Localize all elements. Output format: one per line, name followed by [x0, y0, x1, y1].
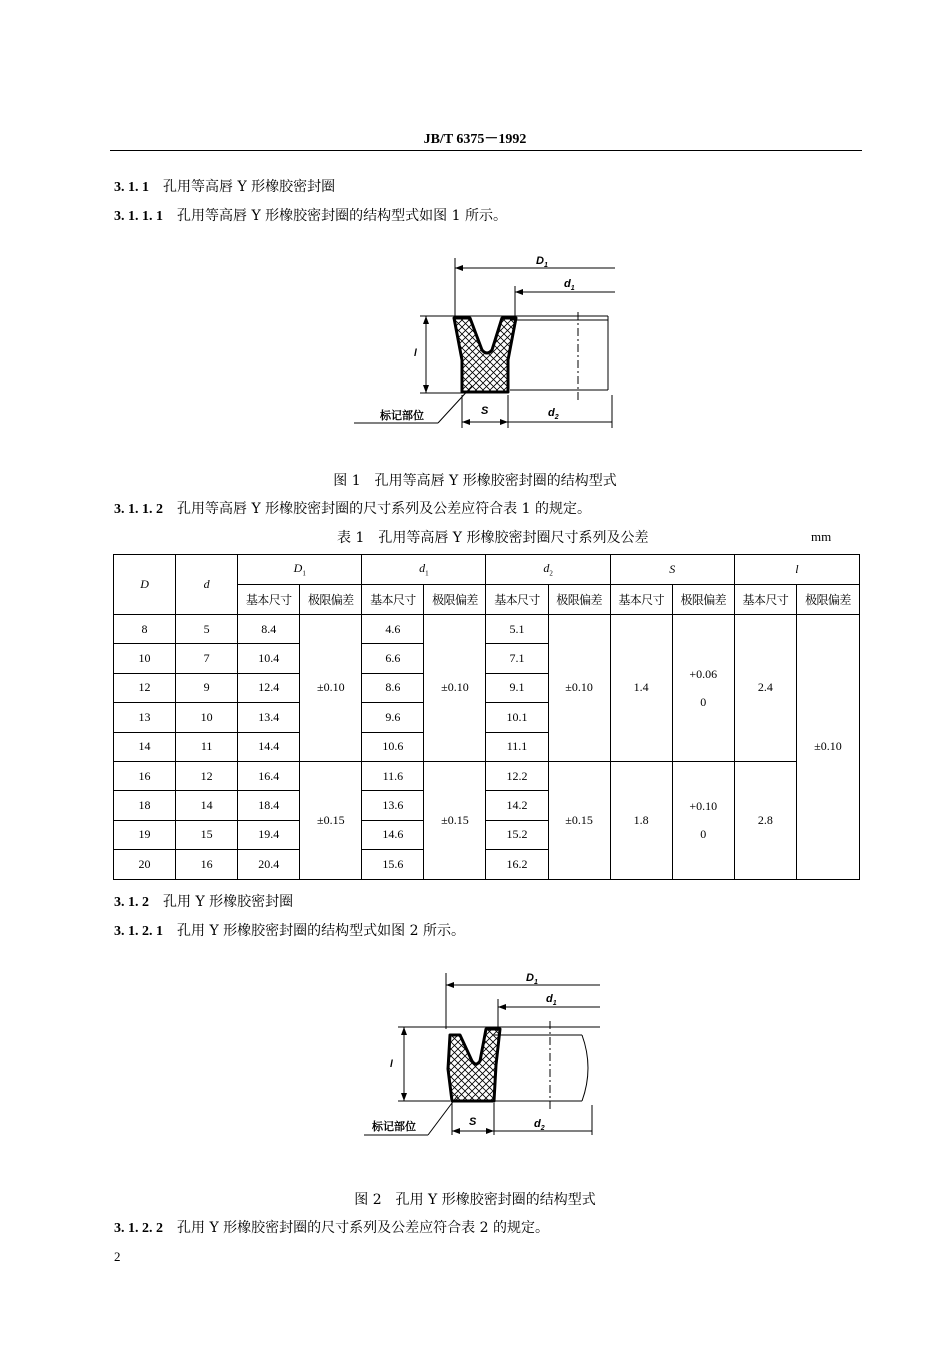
cell-d2: 11.1 — [486, 732, 548, 761]
svg-text:d2 — [534, 1118, 545, 1132]
cell-d: 5 — [176, 615, 238, 644]
header-rule — [110, 150, 862, 151]
subheader-basic: 基本尺寸 — [238, 585, 300, 615]
header-S: S — [610, 555, 734, 585]
cell-D1: 20.4 — [238, 850, 300, 879]
cell-l: 2.8 — [734, 761, 796, 879]
label-d1-sub: 1 — [552, 1000, 557, 1007]
cell-d2: 10.1 — [486, 703, 548, 732]
section-3-1-1-2 — [114, 498, 591, 518]
cell-d2: 15.2 — [486, 820, 548, 849]
figure-1-caption: 图 1 孔用等高唇 Y 形橡胶密封圈的结构型式 — [333, 473, 617, 489]
cell-d: 10 — [176, 703, 238, 732]
cell-d2: 5.1 — [486, 615, 548, 644]
section-number: 3. 1. 2 — [114, 895, 149, 910]
cell-D: 13 — [114, 703, 176, 732]
section-text: 孔用等高唇 Y 形橡胶密封圈的结构型式如图 1 所示。 — [177, 208, 507, 224]
cell-d2-tol: ±0.10 — [548, 615, 610, 762]
cell-d1: 11.6 — [362, 761, 424, 790]
label-d1: d — [564, 278, 571, 290]
cell-D1-tol: ±0.10 — [300, 615, 362, 762]
cell-D1: 19.4 — [238, 820, 300, 849]
section-number: 3. 1. 2. 2 — [114, 1221, 163, 1236]
cell-D1: 13.4 — [238, 703, 300, 732]
label-d1: d — [546, 993, 553, 1005]
cell-d1: 13.6 — [362, 791, 424, 820]
figure-2-drawing — [360, 965, 610, 1140]
subheader-tol: 极限偏差 — [300, 585, 362, 615]
cell-d2: 14.2 — [486, 791, 548, 820]
section-number: 3. 1. 1. 2 — [114, 502, 163, 517]
svg-text:d1 — [546, 993, 557, 1007]
page-number: 2 — [114, 1249, 121, 1264]
cell-d1: 10.6 — [362, 732, 424, 761]
label-d2-sub: 2 — [554, 414, 559, 421]
label-S: S — [469, 1116, 477, 1128]
label-d2-sub: 2 — [540, 1125, 545, 1132]
cell-d2: 16.2 — [486, 850, 548, 879]
label-mark: 标记部位 — [380, 410, 424, 422]
subheader-tol: 极限偏差 — [672, 585, 734, 615]
cell-D: 16 — [114, 761, 176, 790]
label-d1-sub: 1 — [570, 285, 575, 292]
subheader-tol: 极限偏差 — [548, 585, 610, 615]
cell-d: 7 — [176, 644, 238, 673]
cell-D: 12 — [114, 673, 176, 702]
section-3-1-1-1 — [114, 205, 507, 225]
table-row — [114, 761, 860, 790]
section-number: 3. 1. 1. 1 — [114, 209, 163, 224]
subheader-tol: 极限偏差 — [424, 585, 486, 615]
cell-d2: 12.2 — [486, 761, 548, 790]
header-l: l — [734, 555, 859, 585]
subheader-basic: 基本尺寸 — [486, 585, 548, 615]
section-3-1-2-2 — [114, 1217, 549, 1237]
cell-D1: 14.4 — [238, 732, 300, 761]
cell-d1: 15.6 — [362, 850, 424, 879]
svg-text:d1 — [564, 278, 575, 292]
section-number: 3. 1. 2. 1 — [114, 924, 163, 939]
section-3-1-2-1 — [114, 920, 465, 940]
subheader-basic: 基本尺寸 — [362, 585, 424, 615]
cell-D: 14 — [114, 732, 176, 761]
label-d2: d — [548, 407, 555, 419]
table-1 — [113, 554, 860, 880]
cell-d1: 14.6 — [362, 820, 424, 849]
cell-d2-tol: ±0.15 — [548, 761, 610, 879]
cell-D: 8 — [114, 615, 176, 644]
label-S: S — [481, 405, 489, 417]
label-mark: 标记部位 — [372, 1121, 416, 1133]
header-D: D — [114, 555, 176, 615]
label-D1: D — [536, 255, 544, 267]
cell-S: 1.4 — [610, 615, 672, 762]
header-D1: $D_1$ — [238, 555, 362, 585]
header-d2: $d_2$ — [486, 555, 610, 585]
cell-d: 12 — [176, 761, 238, 790]
cell-S-tol: +0.10 0 — [672, 761, 734, 879]
subheader-basic: 基本尺寸 — [734, 585, 796, 615]
cell-D1: 16.4 — [238, 761, 300, 790]
cell-d: 9 — [176, 673, 238, 702]
cell-D: 10 — [114, 644, 176, 673]
section-3-1-2 — [114, 891, 293, 911]
cell-d1-tol: ±0.15 — [424, 761, 486, 879]
cell-d: 15 — [176, 820, 238, 849]
cell-d1: 8.6 — [362, 673, 424, 702]
cell-S: 1.8 — [610, 761, 672, 879]
header-d: d — [176, 555, 238, 615]
figure-2-caption: 图 2 孔用 Y 形橡胶密封圈的结构型式 — [354, 1192, 596, 1208]
svg-text:D1 — [526, 972, 538, 986]
cell-D1: 10.4 — [238, 644, 300, 673]
cell-D1: 18.4 — [238, 791, 300, 820]
cell-d: 16 — [176, 850, 238, 879]
header-d1: $d_1$ — [362, 555, 486, 585]
cell-d1-tol: ±0.10 — [424, 615, 486, 762]
section-text: 孔用 Y 形橡胶密封圈的结构型式如图 2 所示。 — [177, 923, 465, 939]
table-1-caption: 表 1 孔用等高唇 Y 形橡胶密封圈尺寸系列及公差 — [337, 530, 649, 546]
cell-D1: 8.4 — [238, 615, 300, 644]
cell-D1: 12.4 — [238, 673, 300, 702]
cell-D: 20 — [114, 850, 176, 879]
table-header-row — [114, 555, 860, 585]
cell-d1: 9.6 — [362, 703, 424, 732]
cell-d1: 6.6 — [362, 644, 424, 673]
section-number: 3. 1. 1 — [114, 180, 149, 195]
cell-d2: 7.1 — [486, 644, 548, 673]
section-text: 孔用等高唇 Y 形橡胶密封圈的尺寸系列及公差应符合表 1 的规定。 — [177, 501, 591, 517]
label-l: l — [414, 348, 417, 359]
label-d2: d — [534, 1118, 541, 1130]
cell-l: 2.4 — [734, 615, 796, 762]
subheader-basic: 基本尺寸 — [610, 585, 672, 615]
section-text: 孔用等高唇 Y 形橡胶密封圈 — [163, 179, 336, 195]
section-text: 孔用 Y 形橡胶密封圈的尺寸系列及公差应符合表 2 的规定。 — [177, 1220, 549, 1236]
table-row — [114, 615, 860, 644]
figure-1-drawing — [350, 250, 630, 435]
subheader-tol: 极限偏差 — [796, 585, 859, 615]
label-D1: D — [526, 972, 534, 984]
section-3-1-1 — [114, 176, 335, 196]
cell-D: 18 — [114, 791, 176, 820]
cell-D1-tol: ±0.15 — [300, 761, 362, 879]
cell-d: 11 — [176, 732, 238, 761]
cell-S-tol: +0.06 0 — [672, 615, 734, 762]
label-l: l — [390, 1059, 393, 1070]
cell-d2: 9.1 — [486, 673, 548, 702]
cell-l-tol: ±0.10 — [796, 615, 859, 880]
section-text: 孔用 Y 形橡胶密封圈 — [163, 894, 294, 910]
cell-d1: 4.6 — [362, 615, 424, 644]
svg-text:D1 — [536, 255, 548, 269]
svg-text:d2 — [548, 407, 559, 421]
document-header: JB/T 6375－1992 — [423, 132, 527, 147]
label-D1-sub: 1 — [533, 979, 538, 986]
table-1-unit: mm — [811, 529, 832, 544]
cell-D: 19 — [114, 820, 176, 849]
label-D1-sub: 1 — [543, 262, 548, 269]
cell-d: 14 — [176, 791, 238, 820]
